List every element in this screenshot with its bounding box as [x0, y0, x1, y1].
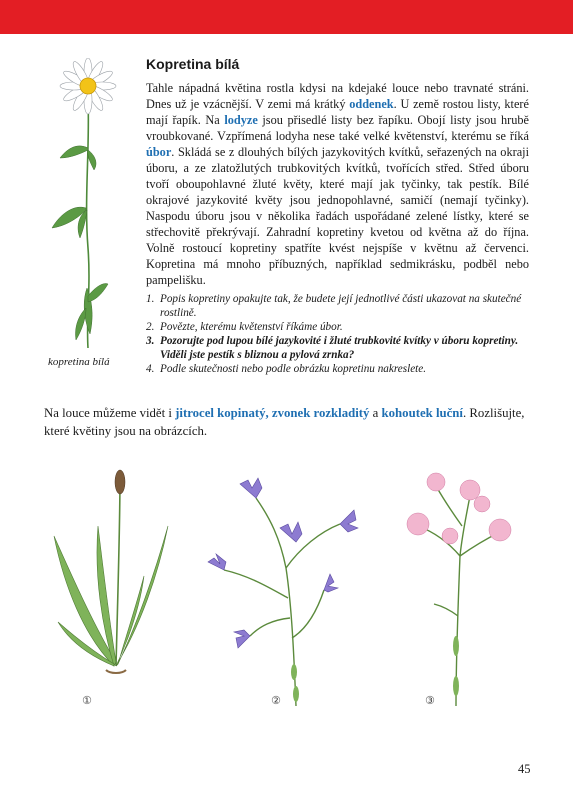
meadow-paragraph: [44, 404, 534, 440]
term-lodyze: lodyze: [224, 113, 258, 127]
term-oddenek: oddenek: [349, 97, 394, 111]
plant-number-2: ②: [271, 694, 281, 707]
plant-number-1: ①: [82, 694, 92, 707]
page-number: 45: [518, 762, 531, 776]
plant-number-3: ③: [425, 694, 435, 707]
article: [146, 56, 529, 288]
task-list: [146, 292, 529, 376]
term-ubor: úbor: [146, 145, 172, 159]
task-text: Pozorujte pod lupou bílé jazykovité i žluté trubkovité kvítky v úboru kopretiny. Viděli jste pestík s bliznou a pylová zrnka?: [160, 335, 519, 361]
task-text: Povězte, kterému květenství říkáme úbor.: [160, 321, 343, 333]
article-paragraph: [146, 80, 529, 288]
text-run: . U země rostou listy, které mají řapík. Na: [146, 97, 529, 127]
text-run: . Rozlišujte, které květiny jsou na obrázcích.: [44, 406, 525, 438]
task-number: 2.: [146, 321, 155, 333]
term-jitrocel-zvonek: jitrocel kopinatý, zvonek rozkladitý: [175, 406, 370, 420]
text-run: jsou přisedlé listy bez řapíku. Obojí listy jsou hrubě vroubkované. Vzpřímená lodyha nese také velké květenství, kterému se říká: [146, 113, 529, 143]
text-run: Tahle nápadná květina rostla kdysi na kdejaké louce nebo travnaté stráni. Dnes už je vzácnější. V zemi má krátký: [146, 81, 529, 111]
task-item: [146, 292, 529, 320]
task-text: Popis kopretiny opakujte tak, že budete její jednotlivé části ukazovat na skutečné rostlině.: [160, 293, 522, 319]
text-run: . Skládá se z dlouhých bílých jazykovitých kvítků, seřazených na okraji úboru, a ze zlatožlutých trubkovitých kvítků, tvořících střed. Střed úboru tvoří oboupohlavné žluté květy, které mají jak tyčinky, tak pestík. Bílé okrajové jazykovité květy jsou jednopohlavné, samičí (nemají tyčinky). Naspodu úboru jsou v několika řadách uspořádané zelené lístky, které se střechovitě překrývají. Zahradní kopretiny kvetou od května až do října. Volně rostoucí kopretiny spatříte kvést nejspíše v květnu až červenci. Kopretina má mnoho příbuzných, například sedmikrásku, podběl nebo pampelišku.: [146, 145, 529, 287]
task-text: Podle skutečnosti nebo podle obrázku kopretinu nakreslete.: [160, 363, 427, 375]
task-number: 1.: [146, 293, 155, 305]
header-red-bar: [0, 0, 573, 34]
term-kohoutek: kohoutek luční: [381, 406, 463, 420]
article-title: Kopretina bílá: [146, 56, 240, 72]
task-item: [146, 320, 529, 334]
task-number: 3.: [146, 335, 155, 347]
task-item: [146, 334, 529, 362]
ragged-robin-illustration: [398, 456, 518, 708]
text-run: a: [369, 406, 382, 420]
daisy-illustration: [38, 58, 138, 350]
task-item: [146, 362, 529, 376]
task-number: 4.: [146, 363, 155, 375]
daisy-caption: kopretina bílá: [48, 356, 110, 368]
text-run: Na louce můžeme vidět i: [44, 406, 176, 420]
bellflower-illustration: [200, 458, 370, 708]
plantain-illustration: [44, 466, 174, 682]
